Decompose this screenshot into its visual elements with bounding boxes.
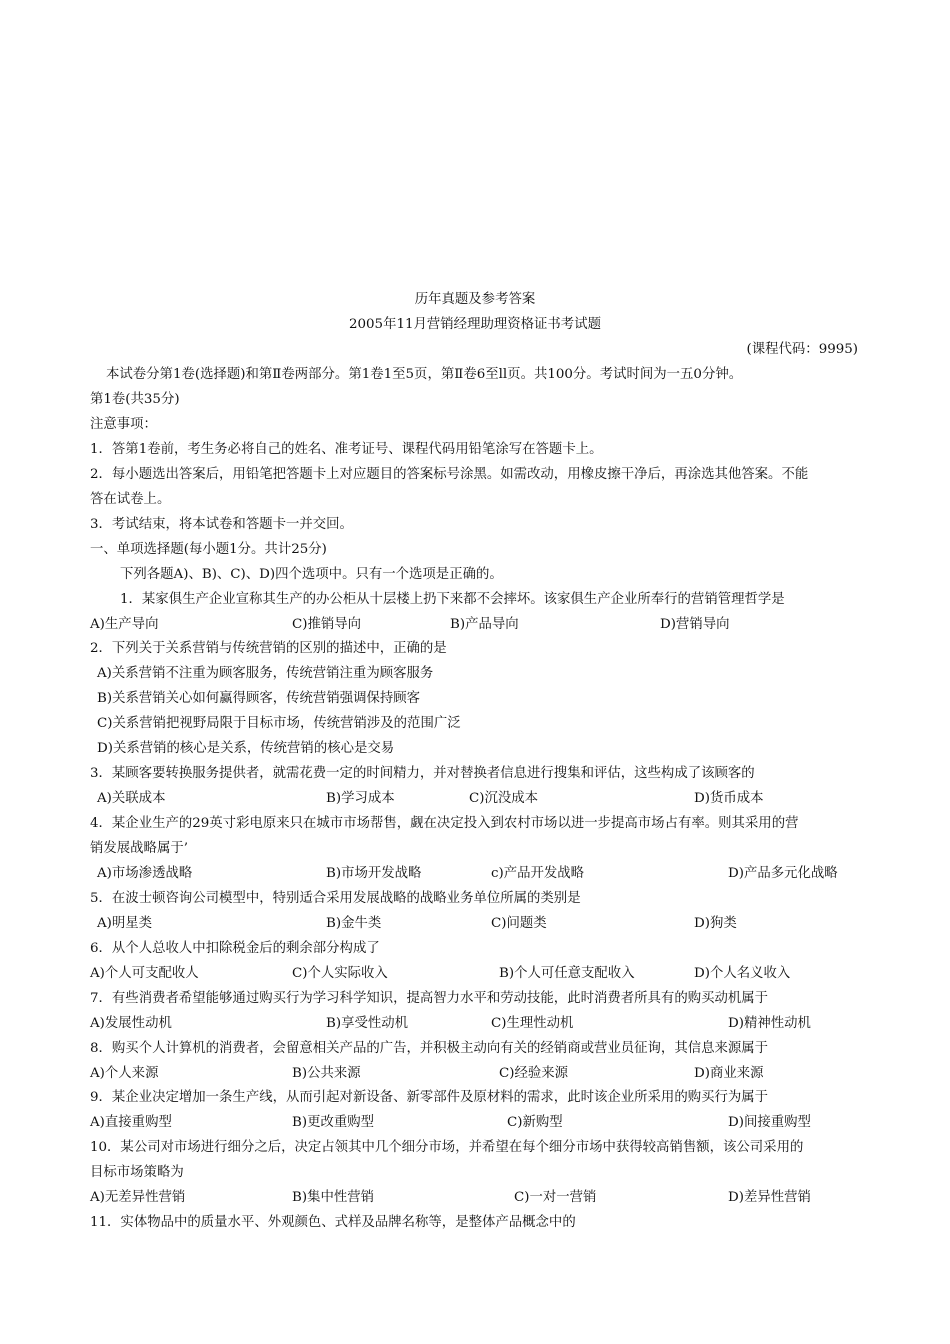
option: C)生理性动机 [491, 1016, 574, 1031]
note-2: 2．每小题选出答案后，用铅笔把答题卡上对应题目的答案标号涂黑。如需改动，用橡皮擦干净后，再涂选其他答案。不能 [90, 467, 809, 482]
option: D)营销导向 [660, 617, 730, 632]
option: D)精神性动机 [728, 1016, 811, 1031]
option: B)产品导向 [450, 617, 519, 632]
question-stem: 9．某企业决定增加一条生产线，从而引起对新设备、新零部件及原材料的需求，此时该企业所采用的购买行为属于 [90, 1090, 769, 1105]
option: D)差异性营销 [728, 1190, 811, 1205]
question-stem: 3．某顾客要转换服务提供者，就需花费一定的时间精力，并对替换者信息进行搜集和评估，这些构成了该顾客的 [90, 766, 755, 781]
question-stem: 2．下列关于关系营销与传统营销的区别的描述中，正确的是 [90, 641, 447, 656]
option: C)推销导向 [292, 617, 362, 632]
notes-title: 注意事项： [90, 417, 157, 432]
option: A)发展性动机 [90, 1016, 172, 1031]
section-instruction: 下列各题A)、B)、C)、D)四个选项中。只有一个选项是正确的。 [120, 567, 503, 582]
part-heading: 第1卷(共35分) [90, 392, 180, 407]
option: B)更改重购型 [292, 1115, 375, 1130]
course-code: (课程代码：9995) [746, 342, 858, 357]
question-stem: 8．购买个人计算机的消费者，会留意相关产品的广告，并积极主动向有关的经销商或营业员征询，其信息来源属于 [90, 1041, 769, 1056]
option: A)明星类 [97, 916, 153, 931]
option: C)经验来源 [499, 1066, 569, 1081]
option: D)间接重购型 [728, 1115, 811, 1130]
option: B)享受性动机 [326, 1016, 409, 1031]
option: B)学习成本 [326, 791, 395, 806]
option: D)产品多元化战略 [728, 866, 838, 881]
intro-paragraph: 本试卷分第1卷(选择题)和第Ⅱ卷两部分。第1卷1至5页，第Ⅱ卷6至ll页。共100分。考试时间为一五0分钟。 [106, 367, 743, 382]
option: D)货币成本 [694, 791, 764, 806]
option: c)产品开发战略 [491, 866, 585, 881]
option: A)直接重购型 [90, 1115, 172, 1130]
option: D)狗类 [694, 916, 737, 931]
option: B)公共来源 [292, 1066, 361, 1081]
question-stem: 10．某公司对市场进行细分之后，决定占领其中几个细分市场，并希望在每个细分市场中获得较高销售额，该公司采用的 [90, 1140, 804, 1155]
option: B)个人可任意支配收入 [499, 966, 635, 981]
note-3: 3．考试结束，将本试卷和答题卡一并交回。 [90, 517, 353, 532]
question-stem: 6．从个人总收人中扣除税金后的剩余部分构成了 [90, 941, 380, 956]
option: D)个人名义收入 [694, 966, 791, 981]
option: A)个人来源 [90, 1066, 159, 1081]
question-stem-continued: 目标市场策略为 [90, 1165, 184, 1180]
option: D)关系营销的核心是关系，传统营销的核心是交易 [97, 741, 395, 756]
question-stem: 4．某企业生产的29英寸彩电原来只在城市市场帮售，觑在决定投入到农村市场以进一步提高市场占有率。则其采用的营 [90, 816, 799, 831]
option: A)市场渗透战略 [97, 866, 193, 881]
option: B)市场开发战略 [326, 866, 422, 881]
option: C)沉没成本 [469, 791, 539, 806]
question-stem: 11．实体物品中的质量水平、外观颜色、式样及品牌名称等，是整体产品概念中的 [90, 1215, 576, 1230]
title-line-2: 2005年11月营销经理助理资格证书考试题 [349, 317, 601, 332]
option: D)商业来源 [694, 1066, 764, 1081]
option: C)新购型 [507, 1115, 563, 1130]
question-stem: 5．在波士顿咨询公司模型中，特别适合采用发展战略的战略业务单位所属的类别是 [90, 891, 581, 906]
option: C)个人实际收入 [292, 966, 388, 981]
option: B)关系营销关心如何赢得顾客，传统营销强调保持顾客 [97, 691, 421, 706]
section-title: 一、单项选择题(每小题1分。共计25分) [90, 542, 327, 557]
option: B)集中性营销 [292, 1190, 375, 1205]
note-1: 1．答第1卷前，考生务必将自己的姓名、准考证号、课程代码用铅笔涂写在答题卡上。 [90, 442, 603, 457]
title-line-1: 历年真题及参考答案 [414, 292, 536, 307]
option: B)金牛类 [326, 916, 382, 931]
note-2-continued: 答在试卷上。 [90, 492, 171, 507]
question-stem: 7．有些消费者希望能够通过购买行为学习科学知识，提高智力水平和劳动技能，此时消费者所具有的购买动机属于 [90, 991, 769, 1006]
option: A)无差异性营销 [90, 1190, 186, 1205]
option: C)一对一营销 [514, 1190, 597, 1205]
question-stem-continued: 销发展战略属于’ [90, 841, 188, 856]
option: A)关联成本 [97, 791, 166, 806]
question-stem: 1．某家俱生产企业宣称其生产的办公柜从十层楼上扔下来都不会摔坏。该家俱生产企业所奉行的营销管理哲学是 [120, 592, 785, 607]
option: C)问题类 [491, 916, 547, 931]
option: A)关系营销不注重为顾客服务，传统营销注重为顾客服务 [97, 666, 434, 681]
option: C)关系营销把视野局限于目标市场，传统营销涉及的范围广泛 [97, 716, 461, 731]
option: A)个人可支配收人 [90, 966, 199, 981]
option: A)生产导向 [90, 617, 159, 632]
